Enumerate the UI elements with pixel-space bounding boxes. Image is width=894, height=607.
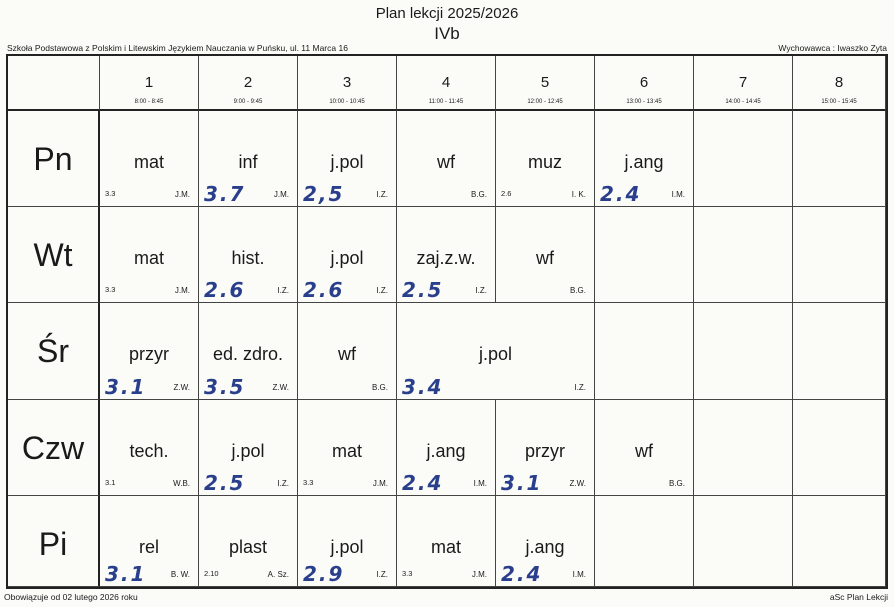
period-time: 15:00 - 15:45: [821, 99, 857, 105]
lesson-subject: j.ang: [624, 152, 664, 172]
period-time: 10:00 - 10:45: [329, 99, 365, 105]
lesson-subject: wf: [338, 344, 356, 364]
lesson-cell: [100, 496, 199, 587]
lesson-subject: wf: [635, 441, 653, 461]
lesson-cell: [199, 303, 298, 400]
lesson-room: 3.7: [204, 182, 246, 206]
lesson-teacher: I.Z.: [574, 383, 586, 392]
day-name: Wt: [33, 237, 73, 273]
lesson-room: 3.3: [402, 569, 413, 578]
lesson-subject: zaj.z.w.: [416, 248, 476, 268]
lesson-cell: [100, 400, 199, 496]
lesson-subject: inf: [238, 152, 258, 172]
homeroom-teacher: Wychowawca : Iwaszko Zyta: [778, 43, 887, 53]
lesson-cell: [298, 496, 397, 587]
period-time: 13:00 - 13:45: [626, 99, 662, 105]
valid-from: Obowiązuje od 02 lutego 2026 roku: [4, 592, 138, 602]
period-number: 4: [441, 74, 451, 91]
lesson-subject: muz: [527, 152, 562, 172]
day-name: Czw: [21, 430, 85, 466]
class-name: IVb: [434, 24, 460, 43]
period-time: 9:00 - 9:45: [233, 99, 263, 105]
lesson-teacher: B. W.: [170, 570, 190, 579]
lesson-room: 2.6: [501, 189, 512, 198]
lesson-cell: [100, 207, 199, 303]
lesson-teacher: J.M.: [273, 190, 289, 199]
lesson-room: 2.10: [204, 569, 219, 578]
lesson-teacher: I.Z.: [376, 570, 388, 579]
lesson-room: 3.3: [105, 285, 116, 294]
lesson-cell: [199, 496, 298, 587]
lesson-cell: [298, 303, 397, 400]
page-title: Plan lekcji 2025/2026: [375, 5, 519, 22]
period-time: 14:00 - 14:45: [725, 99, 761, 105]
lesson-teacher: I.Z.: [376, 286, 388, 295]
period-number: 6: [639, 74, 649, 91]
period-number: 5: [540, 74, 550, 91]
lesson-cell: [199, 400, 298, 496]
empty-cell: [694, 400, 793, 496]
period-header: [100, 56, 199, 111]
lesson-cell: [397, 303, 595, 400]
lesson-subject: j.ang: [525, 537, 565, 557]
lesson-room: 2.5: [204, 471, 246, 495]
lesson-room: 3.1: [105, 562, 147, 586]
lesson-subject: mat: [430, 537, 461, 557]
lesson-subject: tech.: [129, 441, 169, 461]
lesson-teacher: J.M.: [174, 286, 190, 295]
period-time: 11:00 - 11:45: [428, 99, 464, 105]
lesson-cell: [397, 207, 496, 303]
period-header: [397, 56, 496, 111]
lesson-subject: przyr: [129, 344, 169, 364]
lesson-cell: [100, 303, 199, 400]
lesson-subject: wf: [437, 152, 455, 172]
period-header: [793, 56, 886, 111]
school-name: Szkoła Podstawowa z Polskim i Litewskim Językiem Nauczania w Puńsku, ul. 11 Marca 16: [7, 43, 348, 53]
lesson-room: 3.3: [105, 189, 116, 198]
lesson-room: 2,5: [303, 182, 345, 206]
period-number: 3: [342, 74, 352, 91]
period-number: 2: [243, 74, 253, 91]
empty-cell: [595, 496, 694, 587]
lesson-subject: j.pol: [231, 441, 265, 461]
lesson-teacher: I.Z.: [475, 286, 487, 295]
lesson-teacher: A. Sz.: [267, 570, 289, 579]
lesson-cell: [595, 400, 694, 496]
period-header: [694, 56, 793, 111]
lesson-cell: [199, 207, 298, 303]
lesson-subject: wf: [536, 248, 554, 268]
lesson-teacher: Z.W.: [569, 479, 586, 488]
lesson-room: 3.1: [501, 471, 543, 495]
lesson-teacher: J.M.: [372, 479, 388, 488]
lesson-teacher: J.M.: [471, 570, 487, 579]
lesson-room: 2.4: [600, 182, 642, 206]
day-name: Pi: [38, 526, 68, 562]
lesson-teacher: I. K.: [571, 190, 586, 199]
lesson-subject: mat: [331, 441, 362, 461]
period-header: [496, 56, 595, 111]
grid-corner: [8, 56, 100, 111]
period-header: [595, 56, 694, 111]
lesson-cell: [496, 400, 595, 496]
day-name: Pn: [33, 141, 73, 177]
day-header: [8, 496, 100, 587]
lesson-teacher: W.B.: [173, 479, 190, 488]
lesson-cell: [100, 111, 199, 207]
lesson-cell: [397, 400, 496, 496]
empty-cell: [595, 303, 694, 400]
lesson-room: 2.9: [303, 562, 345, 586]
empty-cell: [793, 400, 886, 496]
lesson-subject: mat: [133, 152, 164, 172]
lesson-subject: ed. zdro.: [212, 344, 284, 364]
empty-cell: [793, 207, 886, 303]
lesson-teacher: B.G.: [470, 190, 487, 199]
lesson-teacher: Z.W.: [272, 383, 289, 392]
period-header: [199, 56, 298, 111]
lesson-room: 2.5: [402, 278, 444, 302]
empty-cell: [793, 111, 886, 207]
day-header: [8, 400, 100, 496]
day-header: [8, 111, 100, 207]
lesson-room: 2.6: [303, 278, 345, 302]
lesson-cell: [298, 111, 397, 207]
lesson-subject: przyr: [525, 441, 565, 461]
empty-cell: [793, 496, 886, 587]
lesson-room: 3.5: [204, 375, 246, 399]
empty-cell: [595, 207, 694, 303]
day-header: [8, 303, 100, 400]
lesson-room: 2.4: [402, 471, 444, 495]
period-number: 8: [834, 74, 844, 91]
lesson-teacher: Z.W.: [173, 383, 190, 392]
empty-cell: [694, 303, 793, 400]
lesson-teacher: B.G.: [569, 286, 586, 295]
lesson-teacher: B.G.: [668, 479, 685, 488]
lesson-cell: [496, 207, 595, 303]
lesson-cell: [595, 111, 694, 207]
lesson-subject: rel: [138, 537, 159, 557]
lesson-subject: mat: [133, 248, 164, 268]
timetable-grid: [6, 54, 888, 589]
empty-cell: [793, 303, 886, 400]
day-header: [8, 207, 100, 303]
lesson-room: 3.1: [105, 375, 147, 399]
lesson-cell: [397, 111, 496, 207]
lesson-room: 2.6: [204, 278, 246, 302]
lesson-subject: j.pol: [330, 152, 364, 172]
empty-cell: [694, 496, 793, 587]
lesson-teacher: I.Z.: [277, 479, 289, 488]
lesson-teacher: I.M.: [473, 479, 487, 488]
lesson-cell: [199, 111, 298, 207]
lesson-teacher: I.Z.: [277, 286, 289, 295]
lesson-subject: hist.: [231, 248, 265, 268]
lesson-subject: j.pol: [330, 537, 364, 557]
day-name: Śr: [37, 333, 69, 369]
lesson-cell: [298, 400, 397, 496]
lesson-teacher: B.G.: [371, 383, 388, 392]
period-time: 12:00 - 12:45: [527, 99, 563, 105]
lesson-cell: [397, 496, 496, 587]
period-number: 7: [738, 74, 748, 91]
lesson-room: 3.3: [303, 478, 314, 487]
lesson-cell: [496, 111, 595, 207]
period-header: [298, 56, 397, 111]
lesson-subject: j.pol: [478, 344, 513, 364]
period-time: 8:00 - 8:45: [134, 99, 164, 105]
lesson-room: 2.4: [501, 562, 543, 586]
lesson-teacher: I.Z.: [376, 190, 388, 199]
lesson-room: 3.4: [402, 375, 444, 399]
lesson-subject: j.ang: [426, 441, 466, 461]
period-number: 1: [144, 74, 154, 91]
lesson-cell: [496, 496, 595, 587]
lesson-teacher: I.M.: [572, 570, 586, 579]
lesson-teacher: J.M.: [174, 190, 190, 199]
lesson-subject: j.pol: [330, 248, 364, 268]
lesson-subject: plast: [228, 537, 268, 557]
lesson-cell: [298, 207, 397, 303]
lesson-room: 3.1: [105, 478, 116, 487]
app-credit: aSc Plan Lekcji: [829, 592, 888, 602]
empty-cell: [694, 111, 793, 207]
empty-cell: [694, 207, 793, 303]
lesson-teacher: I.M.: [671, 190, 685, 199]
